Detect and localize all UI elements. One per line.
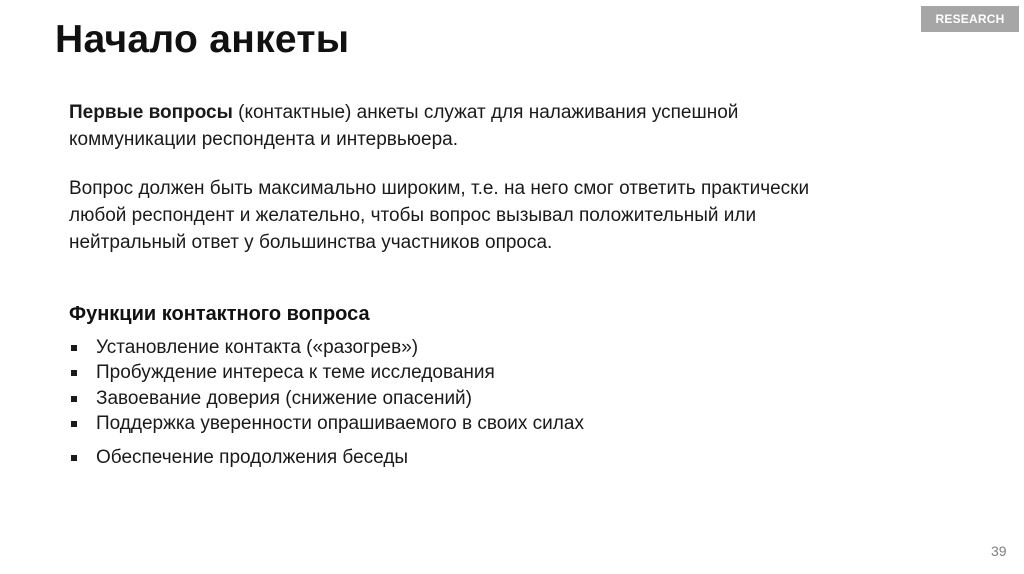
square-bullet-icon: [71, 370, 77, 376]
research-badge: RESEARCH: [921, 6, 1019, 32]
square-bullet-icon: [71, 421, 77, 427]
functions-list: [69, 335, 584, 471]
functions-heading: Функции контактного вопроса: [69, 303, 370, 325]
square-bullet-icon: [71, 345, 77, 351]
list-item: [69, 335, 584, 361]
slide-title: Начало анкеты: [55, 18, 350, 61]
square-bullet-icon: [71, 396, 77, 402]
list-item: [69, 412, 584, 438]
page-number: 39: [991, 543, 1007, 559]
list-item: [69, 386, 584, 412]
intro-bold-term: Первые вопросы: [69, 102, 233, 123]
list-item-text: Пробуждение интереса к теме исследования: [96, 362, 495, 384]
intro-line-2: коммуникации респондента и интервьюера.: [69, 129, 459, 150]
list-item-text: Обеспечение продолжения беседы: [96, 446, 409, 468]
question-line-1: Вопрос должен быть максимально широким, т.е. на него смог ответить практически: [69, 178, 810, 199]
list-item: [69, 361, 584, 387]
question-paragraph: [69, 175, 949, 256]
square-bullet-icon: [71, 455, 77, 461]
list-item-text: Установление контакта («разогрев»): [96, 336, 419, 358]
list-item-text: Завоевание доверия (снижение опасений): [96, 387, 473, 409]
question-line-3: нейтральный ответ у большинства участников опроса.: [69, 232, 553, 253]
list-item-text: Поддержка уверенности опрашиваемого в своих силах: [96, 413, 584, 435]
intro-paragraph: [69, 99, 899, 153]
list-item: [69, 445, 584, 471]
question-line-2: любой респондент и желательно, чтобы вопрос вызывал положительный или: [69, 205, 757, 226]
intro-line-1-rest: (контактные) анкеты служат для налаживания успешной: [232, 102, 739, 123]
